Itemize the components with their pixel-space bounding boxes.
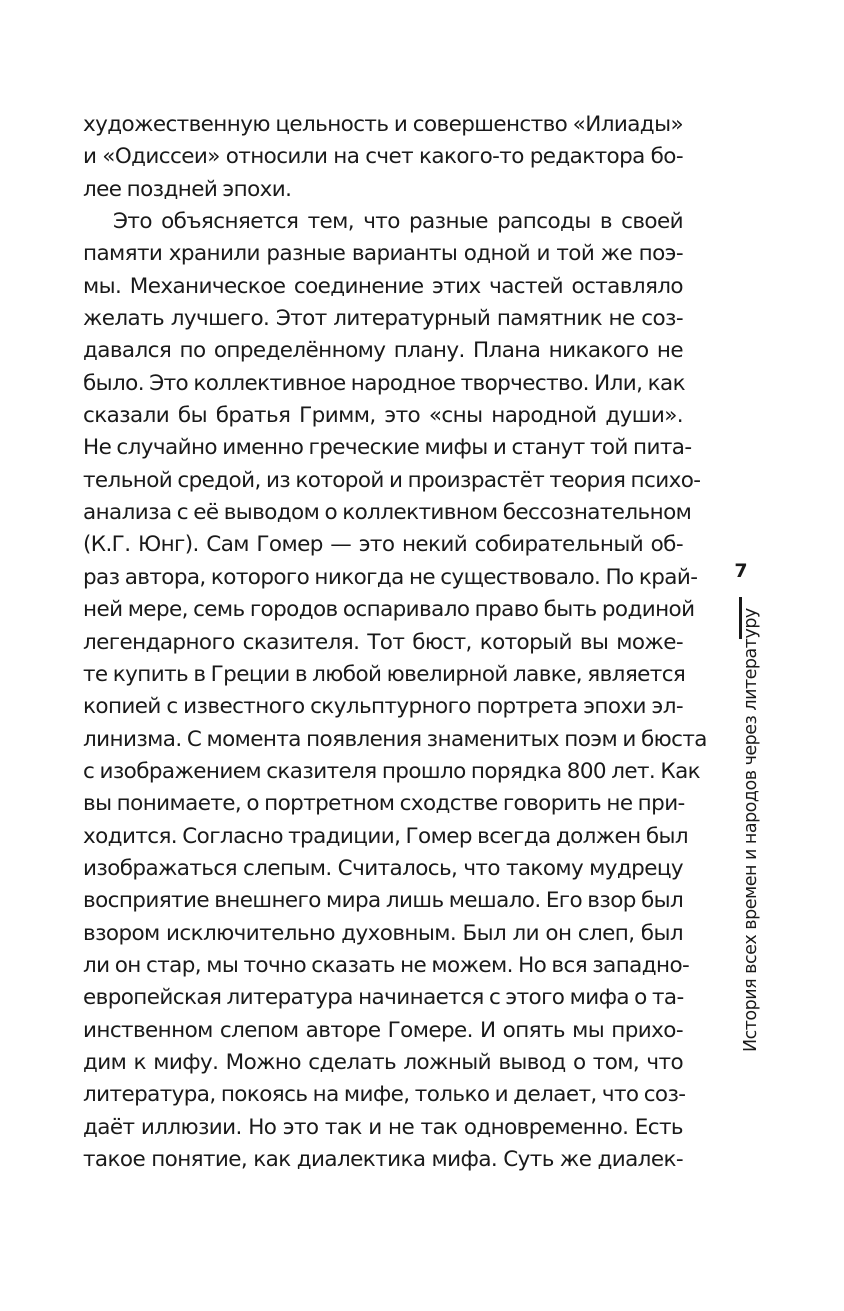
text-line: те купить в Греции в любой ювелирной лавке, является (83, 661, 686, 687)
text-line: давался по определённому плану. Плана никакого не (83, 338, 683, 364)
text-line: дим к мифу. Можно сделать ложный вывод о том, что (83, 1049, 683, 1075)
text-line: восприятие внешнего мира лишь мешало. Его взор был (83, 888, 684, 914)
text-line: взором исключительно духовным. Был ли он слеп, был (83, 920, 683, 946)
text-line: (К.Г. Юнг). Сам Гомер — это некий собирательный об- (83, 532, 683, 558)
text-line: Не случайно именно греческие мифы и станут той пита- (83, 435, 692, 461)
text-line: ходится. Согласно традиции, Гомер всегда должен был (83, 823, 689, 849)
running-title: История всех времен и народов через литературу (741, 608, 761, 1052)
text-line: мы. Механическое соединение этих частей оставляло (83, 273, 683, 299)
text-line: даёт иллюзии. Но это так и не так одновременно. Есть (83, 1114, 683, 1140)
text-line: такое понятие, как диалектика мифа. Суть же диалек- (83, 1147, 683, 1172)
text-line: линизма. С момента появления знаменитых поэм и бюста (83, 726, 707, 752)
text-line: сказали бы братья Гримм, это «сны народной души». (83, 403, 683, 429)
text-line: художественную цельность и совершенство «Илиады» (83, 112, 683, 137)
text-line: копией с известного скульптурного портрета эпохи эл- (83, 694, 683, 720)
text-line: тельной средой, из которой и произрастёт теория психо- (83, 467, 701, 493)
page-number: 7 (734, 560, 748, 582)
text-line: ней мере, семь городов оспаривало право быть родиной (83, 597, 695, 623)
text-line: было. Это коллективное народное творчество. Или, как (83, 370, 685, 396)
text-line: лее поздней эпохи. (83, 176, 292, 202)
page-body (83, 109, 707, 1176)
text-line: Это объясняется тем, что разные рапсоды в своей (113, 209, 683, 235)
text-line: ли он стар, мы точно сказать не можем. Но вся западно- (83, 952, 690, 978)
text-line: легендарного сказителя. Тот бюст, который вы може- (83, 629, 683, 655)
text-line: литература, покоясь на мифе, только и делает, что соз- (83, 1082, 686, 1108)
text-line: желать лучшего. Этот литературный памятник не соз- (83, 306, 683, 332)
text-line: раз автора, которого никогда не существовало. По край- (83, 564, 698, 590)
text-line: инственном слепом авторе Гомере. И опять мы прихо- (83, 1017, 683, 1043)
text-line: вы понимаете, о портретном сходстве говорить не при- (83, 791, 685, 817)
text-line: изображаться слепым. Считалось, что такому мудрецу (83, 855, 683, 881)
text-line: анализа с её выводом о коллективном бессознательном (83, 500, 692, 526)
text-line: с изображением сказителя прошло порядка 800 лет. Как (83, 758, 701, 784)
text-line: и «Одиссеи» относили на счет какого-то редактора бо- (83, 144, 683, 170)
text-line: памяти хранили разные варианты одной и той же поэ- (83, 241, 683, 267)
text-line: европейская литература начинается с этого мифа о та- (83, 985, 684, 1011)
